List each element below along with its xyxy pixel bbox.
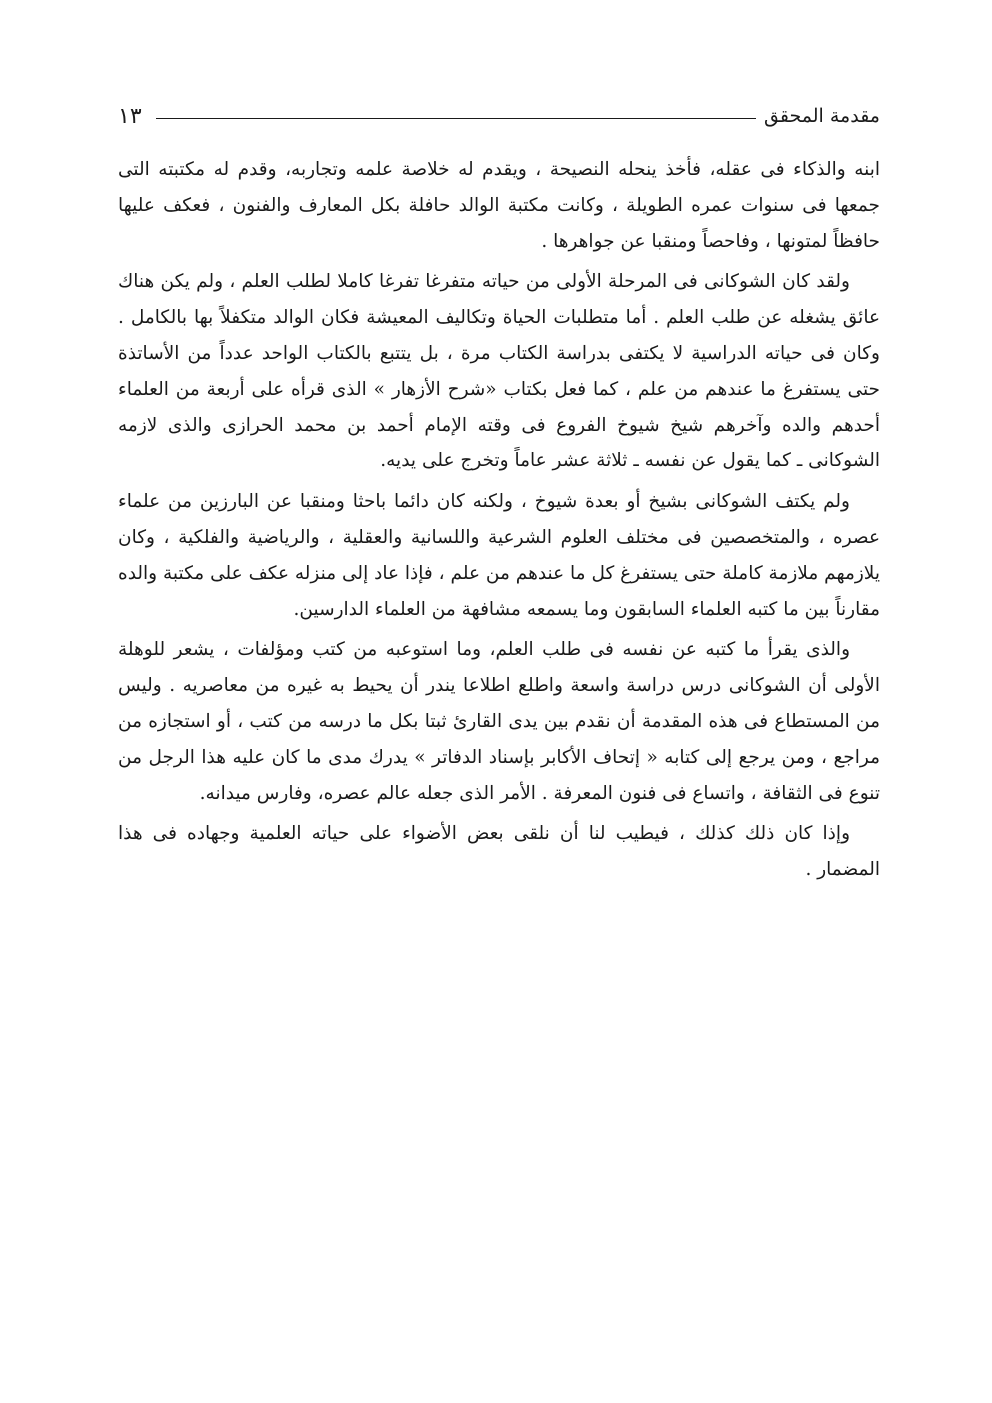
page-number: ١٣ xyxy=(118,103,142,129)
page-header xyxy=(118,98,880,134)
paragraph: والذى يقرأ ما كتبه عن نفسه فى طلب العلم، وما استوعبه من كتب ومؤلفات ، يشعر للوهلة الأولى أن الشوكانى درس دراسة واسعة واطلع اطلاعا يندر أن يحيط به غيره من معاصريه . وليس من المستطاع فى هذه المقدمة أن نقدم بين يدى القارئ ثبتا بكل ما درسه من كتب ، أو استجازه من مراجع ، ومن يرجع إلى كتابه « إتحاف الأكابر بإسناد الدفاتر » يدرك مدى ما كان عليه هذا الرجل من تنوع فى الثقافة ، واتساع فى فنون المعرفة . الأمر الذى جعله عالم عصره، وفارس ميدانه. xyxy=(118,639,880,804)
header-rule xyxy=(156,118,756,119)
running-title: مقدمة المحقق xyxy=(764,105,880,127)
body-text xyxy=(118,152,880,893)
paragraph: ولقد كان الشوكانى فى المرحلة الأولى من حياته متفرغا تفرغا كاملا لطلب العلم ، ولم يكن هناك عائق يشغله عن طلب العلم . أما متطلبات الحياة وتكاليف المعيشة فكان الوالد متكفلاً بها بالكامل . وكان فى حياته الدراسية لا يكتفى بدراسة الكتاب مرة ، بل يتتبع بالكتاب الواحد عدداً من الأساتذة حتى يستفرغ ما عندهم من علم ، كما فعل بكتاب «شرح الأزهار » الذى قرأه على أربعة من العلماء أحدهم والده وآخرهم شيخ شيوخ الفروع فى وقته الإمام أحمد بن محمد الحرازى والذى لازمه الشوكانى ـ كما يقول عن نفسه ـ ثلاثة عشر عاماً وتخرج على يديه. xyxy=(118,271,880,472)
paragraph: ولم يكتف الشوكانى بشيخ أو بعدة شيوخ ، ولكنه كان دائما باحثا ومنقبا عن البارزين من علماء عصره ، والمتخصصين فى مختلف العلوم الشرعية واللسانية والعقلية ، والرياضية والفلكية ، وكان يلازمهم ملازمة كاملة حتى يستفرغ كل ما عندهم من علم ، فإذا عاد إلى منزله عكف على مكتبة والده مقارناً بين ما كتبه العلماء السابقون وما يسمعه مشافهة من العلماء الدارسين. xyxy=(118,491,880,620)
paragraph: ابنه والذكاء فى عقله، فأخذ ينحله النصيحة ، ويقدم له خلاصة علمه وتجاربه، وقدم له مكتبته التى جمعها فى سنوات عمره الطويلة ، وكانت مكتبة الوالد حافلة بكل المعارف والفنون ، فعكف عليها حافظاً لمتونها ، وفاحصاً ومنقبا عن جواهرها . xyxy=(118,159,880,252)
paragraph: وإذا كان ذلك كذلك ، فيطيب لنا أن نلقى بعض الأضواء على حياته العلمية وجهاده فى هذا المضمار . xyxy=(118,823,880,881)
